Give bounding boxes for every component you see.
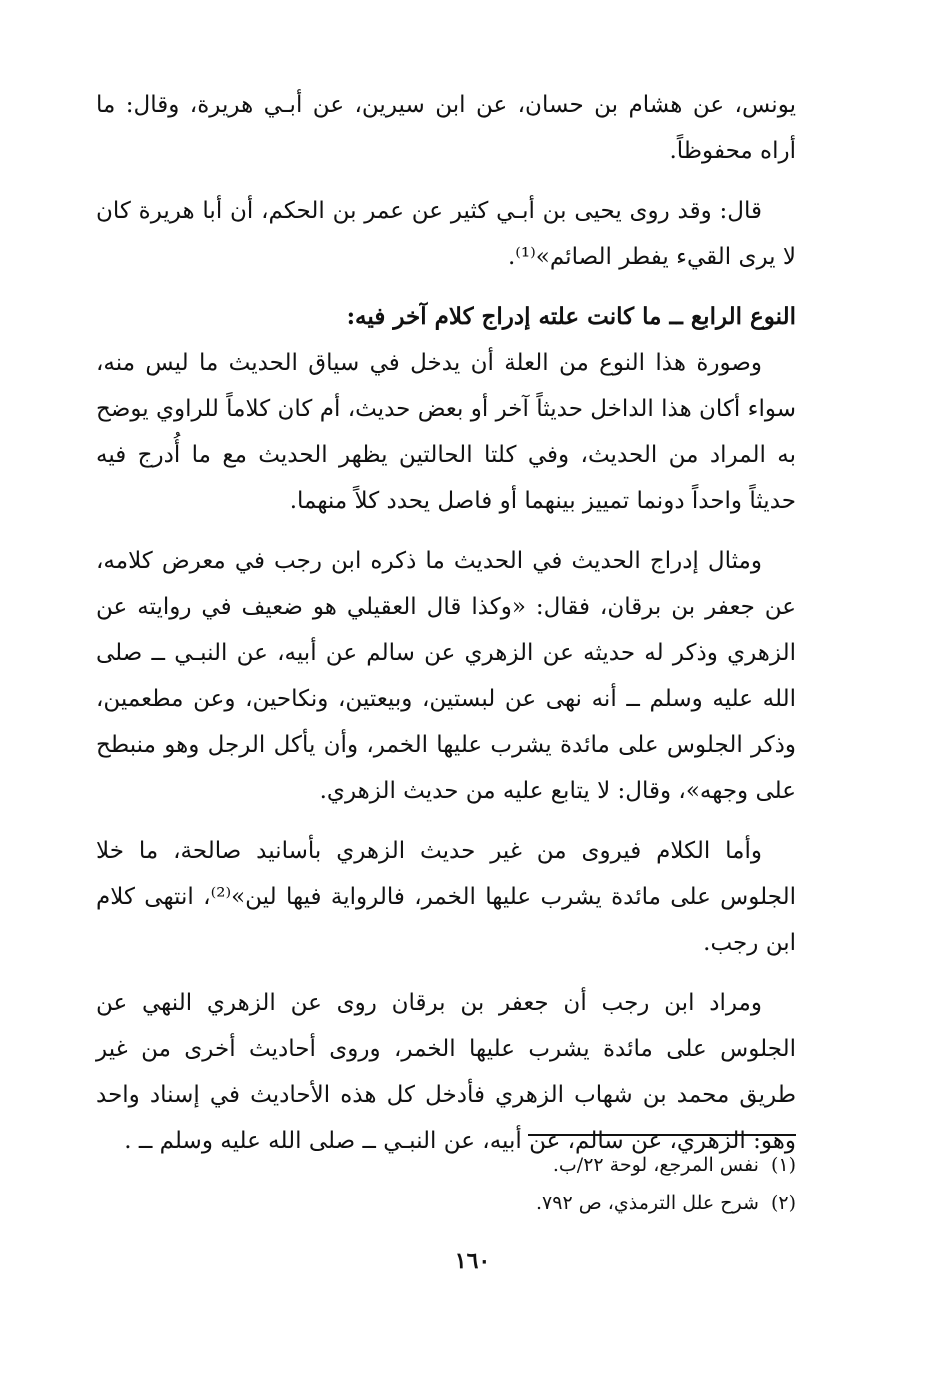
paragraph-5: وأما الكلام فيروى من غير حديث الزهري بأسانيد صالحة، ما خلا الجلوس على مائدة يشرب عليها الخمر، فالرواية فيها لين»⁽²⁾، انتهى كلام ابن رجب. bbox=[96, 838, 796, 956]
footnote-2 bbox=[296, 1184, 796, 1222]
footnote-1 bbox=[296, 1146, 796, 1184]
paragraph-6: ومراد ابن رجب أن جعفر بن برقان روى عن الزهري النهي عن الجلوس على مائدة يشرب عليها الخمر، وروى أحاديث أخرى من غير طريق محمد بن شهاب الزهري فأدخل كل هذه الأحاديث في إسناد واحد وهو: الزهري، عن سالم، عن أبيه، عن النبـي ــ صلى الله عليه وسلم ــ . bbox=[96, 990, 796, 1154]
footnote-number: (١) bbox=[770, 1154, 796, 1176]
page-number: ١٦٠ bbox=[454, 1248, 491, 1274]
page-body bbox=[96, 82, 796, 1178]
paragraph-4: ومثال إدراج الحديث في الحديث ما ذكره ابن رجب في معرض كلامه، عن جعفر بن برقان، فقال: «وكذا قال العقيلي هو ضعيف في روايته عن الزهري وذكر له حديثه عن الزهري عن سالم عن أبيه، عن النبـي ــ صلى الله عليه وسلم ــ أنه نهى عن لبستين، وبيعتين، ونكاحين، وعن مطعمين، وذكر الجلوس على مائدة يشرب عليها الخمر، وأن يأكل الرجل وهو منبطح على وجهه»، وقال: لا يتابع عليه من حديث الزهري. bbox=[96, 548, 796, 804]
paragraph-3: وصورة هذا النوع من العلة أن يدخل في سياق الحديث ما ليس منه، سواء أكان هذا الداخل حديثاً آخر أو بعض حديث، أم كان كلاماً للراوي يوضح به المراد من الحديث، وفي كلتا الحالتين يظهر الحديث مع ما أُدرج فيه حديثاً واحداً دونما تمييز بينهما أو فاصل يحدد كلاً منهما. bbox=[96, 350, 796, 514]
paragraph-2: قال: وقد روى يحيى بن أبـي كثير عن عمر بن الحكم، أن أبا هريرة كان لا يرى القيء يفطر الصائم»⁽¹⁾. bbox=[96, 198, 796, 270]
footnote-number: (٢) bbox=[770, 1192, 796, 1214]
footnotes bbox=[296, 1146, 796, 1222]
footnote-divider bbox=[528, 1134, 796, 1136]
footnote-text: نفس المرجع، لوحة ٢٢/ب. bbox=[552, 1154, 759, 1176]
section-heading: النوع الرابع ــ ما كانت علته إدراج كلام آخر فيه: bbox=[346, 303, 796, 330]
footnote-text: شرح علل الترمذي، ص ٧٩٢. bbox=[536, 1192, 759, 1214]
paragraph-1: يونس، عن هشام بن حسان، عن ابن سيرين، عن أبـي هريرة، وقال: ما أراه محفوظاً. bbox=[96, 92, 796, 164]
